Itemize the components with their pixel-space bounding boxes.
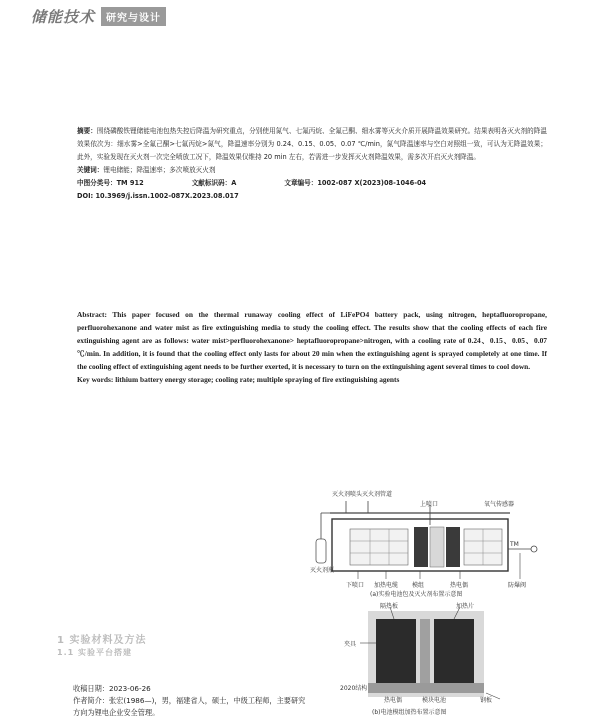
label-top-left: 隔热板 — [380, 603, 399, 610]
cn-keywords — [77, 164, 547, 177]
doi-line: DOI: 10.3969/j.issn.1002-087X.2023.08.017 — [77, 192, 239, 200]
label-pipe: 上喷口 — [420, 501, 439, 508]
label-bottom-left: 热电偶 — [384, 697, 403, 704]
label-battery: 模组 — [412, 582, 425, 589]
author-info: 作者简介：张宏(1986—)，男，福建省人，硕士，中级工程师，主要研究方向为锂电企业安全管理。 — [73, 696, 306, 717]
label-bottom-right: 钢板 — [480, 697, 493, 704]
en-keywords — [77, 373, 547, 386]
label-nozzle: 灭火剂喷头 — [332, 491, 363, 498]
cn-abstract-paragraph — [77, 125, 547, 164]
right-module-icon — [464, 529, 502, 565]
label-sensor: 热电偶 — [450, 582, 469, 589]
subsection-heading: 1.1 实验平台搭建 — [57, 648, 132, 657]
label-left: 夹具 — [344, 641, 357, 648]
cn-abstract-text: 围绕磷酸铁锂储能电池包热失控后降温为研究重点，分别使用氮气、七氟丙烷、全氟己酮、细水雾等灭火介质开展降温效果研究。结果表明各灭火剂的降温效果依次为：细水雾>全氟己酮>七氟丙烷>氮气，降温速率分别为 0.24、0.15、0.05、0.07 ℃/min，氮气降温速率与空白对照组一致，可认为无降温效果；此外，实验发现在灭火剂一次完全喷放工况下，降温效果仅维持 20 min 左右，若需进一步发挥灭火剂降温效果，需多次开启灭火剂降温。 — [77, 127, 548, 161]
caption-b: (b)电池模组加热布置示意图 — [372, 709, 447, 716]
label-tm: TM — [510, 541, 519, 548]
journal-header — [31, 6, 166, 26]
en-abstract-label: Abstract: — [77, 310, 113, 319]
en-abstract-text: This paper focused on the thermal runaway cooling effect of LiFePO4 battery pack, using nitrogen, heptafluoropropane, perfluorohexanone and water mist as fire extinguishing media to study the cooling effect. The results show that the cooling effects of each fire extinguishing agent are as follows: water mist>perfluorohexanone> heptafluoropropane>nitrogen, with a cooling rate of 0.24、0.15、0.05、0.07 ℃/min. In addition, it is found that the cooling effect only lasts for about 20 min when the extinguishing agent is sprayed completely at one time. If the cooling effect of extinguishing agent needs to be further exerted, it is necessary to turn on the extinguishing agent several times to cool down. — [77, 310, 547, 372]
journal-name: 储能技术 — [31, 7, 96, 26]
doi-value: 10.3969/j.issn.1002-087X.2023.08.017 — [95, 192, 239, 200]
label-scale: 2020结构 — [340, 685, 368, 692]
en-abstract-paragraph — [77, 308, 547, 373]
label-heater: 下喷口 — [346, 582, 365, 589]
article-number: 文章编号：1002-087 X(2023)08-1046-04 — [284, 179, 427, 187]
cn-keywords-text: 锂电储能；降温速率；多次喷放灭火剂 — [103, 166, 216, 174]
battery-module-icon — [414, 527, 460, 567]
clc-number: 中图分类号：TM 912 — [77, 179, 144, 187]
label-cable: 加热电缆 — [374, 582, 399, 589]
label-balance: 防爆阀 — [508, 582, 527, 589]
experiment-figure — [310, 483, 542, 723]
label-probe: 氧气传感器 — [484, 501, 515, 508]
label-bottle: 灭火剂瓶 — [310, 567, 335, 574]
received-date: 收稿日期：2023-06-26 — [73, 684, 151, 693]
en-keywords-text: lithium battery energy storage; cooling rate; multiple spraying of fire extinguishing agents — [115, 375, 400, 385]
section-heading: 1 实验材料及方法 — [57, 635, 147, 646]
label-bottom-mid: 模块电池 — [422, 697, 447, 704]
en-keywords-label: Key words: — [77, 375, 116, 385]
classification-line — [77, 177, 547, 190]
chinese-abstract — [77, 125, 547, 203]
document-code: 文献标识码：A — [191, 179, 237, 187]
cn-keywords-label: 关键词： — [77, 166, 104, 174]
footnote — [57, 683, 307, 719]
section-tag: 研究与设计 — [101, 7, 166, 26]
label-top-right: 加热片 — [456, 603, 475, 610]
label-valve: 灭火剂管道 — [362, 491, 393, 498]
left-module-icon — [350, 529, 408, 565]
caption-a: (a)实验电池包及灭火剂布置示意图 — [370, 591, 463, 598]
english-abstract — [77, 308, 547, 387]
cn-abstract-label: 摘要： — [77, 127, 97, 135]
